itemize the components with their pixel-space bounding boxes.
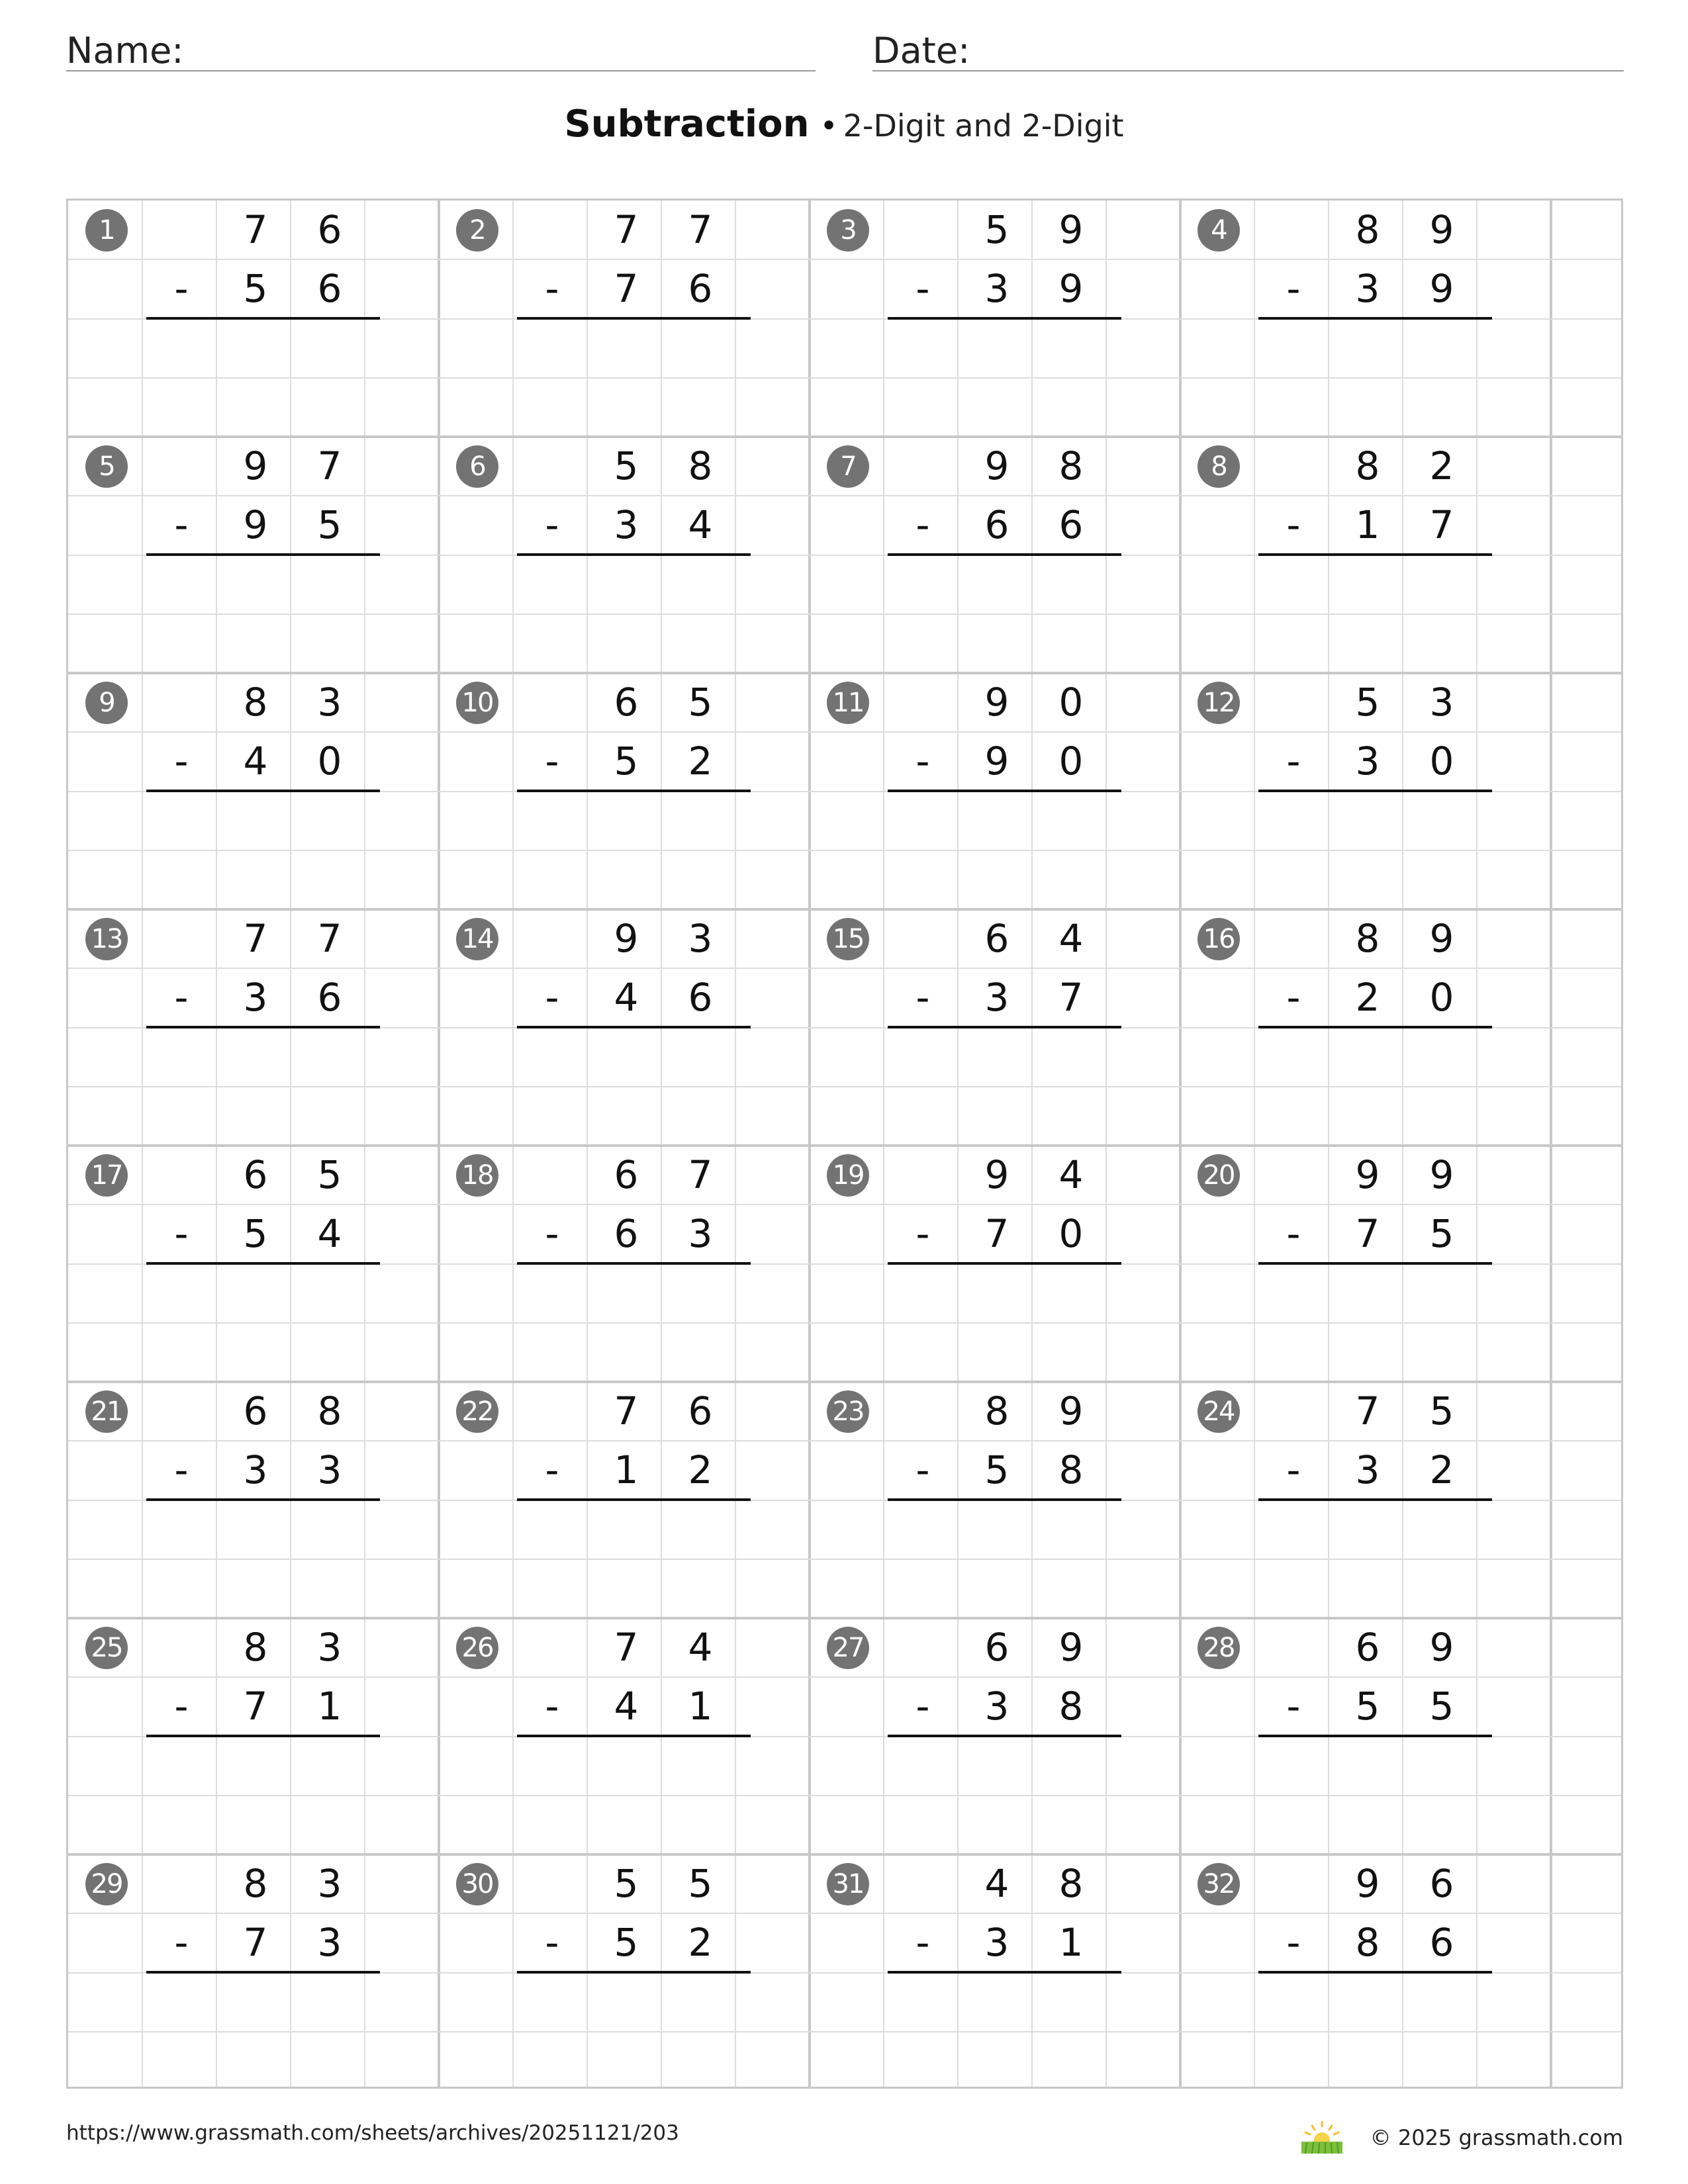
minus-sign: -	[174, 266, 189, 312]
minuend-tens-digit: 8	[1355, 443, 1380, 488]
minuend-ones-digit: 8	[1058, 1861, 1084, 1906]
problem-31	[810, 1854, 1199, 2091]
minuend-ones-digit: 9	[1058, 1388, 1084, 1433]
minus-sign: -	[174, 502, 189, 548]
answer-line	[888, 1971, 1121, 1974]
problem-number-badge: 14	[456, 918, 498, 960]
minus-sign: -	[1286, 975, 1301, 1021]
minuend-tens-digit: 6	[243, 1388, 268, 1433]
answer-line	[146, 317, 380, 320]
subtrahend-ones-digit: 0	[1429, 739, 1454, 784]
worksheet-title	[0, 103, 1688, 146]
problem-number-badge: 26	[456, 1627, 498, 1669]
answer-line	[146, 790, 380, 792]
minuend-tens-digit: 6	[1355, 1625, 1380, 1670]
subtrahend-ones-digit: 4	[317, 1211, 342, 1257]
answer-line	[146, 1971, 380, 1974]
minus-sign: -	[545, 975, 559, 1021]
answer-line	[1258, 1498, 1492, 1501]
problem-10	[439, 673, 828, 909]
minuend-tens-digit: 5	[614, 1861, 639, 1906]
minus-sign: -	[545, 266, 559, 312]
minuend-ones-digit: 9	[1058, 1625, 1084, 1670]
problem-19	[810, 1146, 1199, 1382]
answer-line	[517, 790, 751, 792]
answer-line	[517, 1262, 751, 1265]
subtrahend-tens-digit: 5	[243, 266, 268, 312]
problem-number-badge: 3	[827, 209, 869, 251]
answer-line	[1258, 1262, 1492, 1265]
problem-13	[68, 909, 457, 1146]
problem-number-badge: 19	[827, 1154, 869, 1197]
minus-sign: -	[174, 1211, 189, 1257]
minuend-tens-digit: 6	[614, 680, 639, 725]
subtrahend-ones-digit: 2	[688, 1447, 713, 1493]
subtrahend-tens-digit: 7	[243, 1920, 268, 1966]
minuend-tens-digit: 9	[984, 443, 1009, 488]
minuend-tens-digit: 9	[1355, 1152, 1380, 1197]
minuend-ones-digit: 7	[688, 207, 713, 252]
minuend-tens-digit: 7	[243, 916, 268, 961]
subtrahend-tens-digit: 3	[1355, 266, 1380, 312]
subtrahend-tens-digit: 1	[1355, 502, 1380, 548]
minuend-ones-digit: 7	[317, 916, 342, 961]
minuend-ones-digit: 6	[688, 1388, 713, 1433]
minuend-tens-digit: 9	[614, 916, 639, 961]
subtrahend-tens-digit: 9	[984, 739, 1009, 784]
minuend-ones-digit: 3	[317, 1625, 342, 1670]
minus-sign: -	[545, 1447, 559, 1493]
problem-12	[1180, 673, 1570, 909]
problem-number-badge: 30	[456, 1863, 498, 1905]
minuend-tens-digit: 7	[1355, 1388, 1380, 1433]
answer-line	[517, 317, 751, 320]
problem-number-badge: 10	[456, 682, 498, 724]
title-bullet: •	[820, 108, 838, 144]
minuend-tens-digit: 8	[243, 1625, 268, 1670]
minuend-tens-digit: 5	[1355, 680, 1380, 725]
answer-line	[888, 1735, 1121, 1737]
minuend-ones-digit: 8	[1058, 443, 1084, 488]
problem-22	[439, 1382, 828, 1618]
subtrahend-tens-digit: 3	[984, 975, 1009, 1021]
minuend-ones-digit: 7	[688, 1152, 713, 1197]
answer-line	[1258, 1026, 1492, 1028]
subtrahend-ones-digit: 9	[1429, 266, 1454, 312]
answer-line	[517, 1735, 751, 1737]
minuend-tens-digit: 7	[614, 207, 639, 252]
problem-number-badge: 13	[85, 918, 128, 960]
subtrahend-ones-digit: 0	[317, 739, 342, 784]
subtrahend-ones-digit: 2	[688, 1920, 713, 1966]
minus-sign: -	[915, 1684, 930, 1729]
date-label: Date:	[872, 30, 970, 71]
minuend-tens-digit: 7	[614, 1388, 639, 1433]
problem-number-badge: 29	[85, 1863, 128, 1905]
minuend-ones-digit: 5	[688, 1861, 713, 1906]
subtrahend-ones-digit: 2	[688, 739, 713, 784]
problem-number-badge: 16	[1197, 918, 1240, 960]
problem-2	[439, 201, 828, 437]
subtrahend-ones-digit: 8	[1058, 1684, 1084, 1729]
problem-15	[810, 909, 1199, 1146]
answer-line	[1258, 790, 1492, 792]
minuend-ones-digit: 8	[688, 443, 713, 488]
minuend-ones-digit: 3	[688, 916, 713, 961]
minus-sign: -	[1286, 266, 1301, 312]
problem-3	[810, 201, 1199, 437]
minus-sign: -	[545, 1920, 559, 1966]
subtrahend-ones-digit: 8	[1058, 1447, 1084, 1493]
problem-11	[810, 673, 1199, 909]
problem-21	[68, 1382, 457, 1618]
subtrahend-tens-digit: 4	[614, 1684, 639, 1729]
minus-sign: -	[915, 739, 930, 784]
subtrahend-ones-digit: 9	[1058, 266, 1084, 312]
minuend-ones-digit: 2	[1429, 443, 1454, 488]
minus-sign: -	[915, 502, 930, 548]
subtrahend-ones-digit: 6	[688, 975, 713, 1021]
minuend-ones-digit: 6	[1429, 1861, 1454, 1906]
problem-number-badge: 25	[85, 1627, 128, 1669]
subtrahend-ones-digit: 7	[1058, 975, 1084, 1021]
problem-32	[1180, 1854, 1570, 2091]
minus-sign: -	[174, 1920, 189, 1966]
answer-line	[517, 553, 751, 556]
minuend-tens-digit: 9	[243, 443, 268, 488]
problem-number-badge: 7	[827, 445, 869, 488]
problem-number-badge: 32	[1197, 1863, 1240, 1905]
minuend-ones-digit: 8	[317, 1388, 342, 1433]
subtrahend-ones-digit: 0	[1429, 975, 1454, 1021]
minus-sign: -	[1286, 1211, 1301, 1257]
problem-8	[1180, 437, 1570, 673]
subtrahend-ones-digit: 5	[317, 502, 342, 548]
minus-sign: -	[915, 1920, 930, 1966]
problem-9	[68, 673, 457, 909]
problem-number-badge: 22	[456, 1390, 498, 1433]
problem-25	[68, 1618, 457, 1854]
subtrahend-ones-digit: 5	[1429, 1211, 1454, 1257]
minuend-ones-digit: 9	[1058, 207, 1084, 252]
answer-line	[888, 790, 1121, 792]
subtrahend-ones-digit: 6	[1429, 1920, 1454, 1966]
minus-sign: -	[545, 739, 559, 784]
minuend-tens-digit: 8	[1355, 207, 1380, 252]
problem-number-badge: 17	[85, 1154, 128, 1197]
subtrahend-ones-digit: 6	[688, 266, 713, 312]
minuend-ones-digit: 5	[688, 680, 713, 725]
minuend-tens-digit: 8	[984, 1388, 1009, 1433]
answer-line	[1258, 317, 1492, 320]
minuend-ones-digit: 3	[317, 1861, 342, 1906]
answer-line	[1258, 553, 1492, 556]
problem-17	[68, 1146, 457, 1382]
problem-29	[68, 1854, 457, 2091]
subtrahend-tens-digit: 4	[614, 975, 639, 1021]
minus-sign: -	[1286, 1447, 1301, 1493]
problem-30	[439, 1854, 828, 2091]
subtrahend-ones-digit: 0	[1058, 1211, 1084, 1257]
minus-sign: -	[545, 502, 559, 548]
problem-grid	[66, 199, 1623, 2089]
problem-number-badge: 18	[456, 1154, 498, 1197]
subtrahend-ones-digit: 1	[317, 1684, 342, 1729]
problem-number-badge: 20	[1197, 1154, 1240, 1197]
minuend-ones-digit: 9	[1429, 207, 1454, 252]
answer-line	[888, 1026, 1121, 1028]
answer-line	[517, 1971, 751, 1974]
problem-number-badge: 5	[85, 445, 128, 488]
subtrahend-tens-digit: 3	[984, 266, 1009, 312]
answer-line	[146, 1735, 380, 1737]
minuend-ones-digit: 4	[1058, 1152, 1084, 1197]
answer-line	[517, 1026, 751, 1028]
minus-sign: -	[1286, 1684, 1301, 1729]
answer-line	[517, 1498, 751, 1501]
minuend-ones-digit: 5	[317, 1152, 342, 1197]
subtrahend-ones-digit: 6	[1058, 502, 1084, 548]
problem-number-badge: 4	[1197, 209, 1240, 251]
problem-5	[68, 437, 457, 673]
subtrahend-ones-digit: 4	[688, 502, 713, 548]
subtrahend-tens-digit: 7	[1355, 1211, 1380, 1257]
problem-28	[1180, 1618, 1570, 1854]
minuend-tens-digit: 5	[984, 207, 1009, 252]
problem-number-badge: 8	[1197, 445, 1240, 488]
title-main: Subtraction	[564, 103, 810, 146]
problem-number-badge: 9	[85, 682, 128, 724]
problem-14	[439, 909, 828, 1146]
answer-line	[146, 1262, 380, 1265]
minuend-tens-digit: 9	[984, 1152, 1009, 1197]
subtrahend-ones-digit: 7	[1429, 502, 1454, 548]
minuend-tens-digit: 7	[614, 1625, 639, 1670]
subtrahend-ones-digit: 1	[688, 1684, 713, 1729]
problem-number-badge: 31	[827, 1863, 869, 1905]
subtrahend-ones-digit: 6	[317, 975, 342, 1021]
minuend-ones-digit: 7	[317, 443, 342, 488]
minuend-ones-digit: 9	[1429, 916, 1454, 961]
minus-sign: -	[174, 1684, 189, 1729]
subtrahend-tens-digit: 3	[1355, 739, 1380, 784]
problem-number-badge: 2	[456, 209, 498, 251]
title-subtitle: 2-Digit and 2-Digit	[843, 108, 1124, 144]
answer-line	[146, 1026, 380, 1028]
minus-sign: -	[174, 739, 189, 784]
answer-line	[888, 1262, 1121, 1265]
problem-4	[1180, 201, 1570, 437]
problem-20	[1180, 1146, 1570, 1382]
subtrahend-ones-digit: 3	[317, 1920, 342, 1966]
problem-number-badge: 6	[456, 445, 498, 488]
footer-url[interactable]: https://www.grassmath.com/sheets/archives/20251121/203	[66, 2121, 679, 2145]
subtrahend-tens-digit: 6	[614, 1211, 639, 1257]
minuend-tens-digit: 6	[243, 1152, 268, 1197]
minuend-tens-digit: 8	[243, 1861, 268, 1906]
subtrahend-tens-digit: 7	[243, 1684, 268, 1729]
problem-6	[439, 437, 828, 673]
subtrahend-tens-digit: 9	[243, 502, 268, 548]
minuend-ones-digit: 5	[1429, 1388, 1454, 1433]
problem-16	[1180, 909, 1570, 1146]
minuend-ones-digit: 9	[1429, 1152, 1454, 1197]
name-label: Name:	[66, 30, 184, 71]
subtrahend-tens-digit: 5	[614, 739, 639, 784]
minuend-ones-digit: 4	[688, 1625, 713, 1670]
problem-number-badge: 28	[1197, 1627, 1240, 1669]
minuend-tens-digit: 9	[984, 680, 1009, 725]
subtrahend-ones-digit: 2	[1429, 1447, 1454, 1493]
minus-sign: -	[545, 1684, 559, 1729]
subtrahend-tens-digit: 3	[243, 975, 268, 1021]
minuend-ones-digit: 9	[1429, 1625, 1454, 1670]
problem-7	[810, 437, 1199, 673]
problem-27	[810, 1618, 1199, 1854]
minuend-ones-digit: 3	[1429, 680, 1454, 725]
problem-number-badge: 23	[827, 1390, 869, 1433]
subtrahend-tens-digit: 8	[1355, 1920, 1380, 1966]
minuend-tens-digit: 6	[984, 916, 1009, 961]
minus-sign: -	[174, 1447, 189, 1493]
subtrahend-tens-digit: 3	[984, 1684, 1009, 1729]
minus-sign: -	[1286, 739, 1301, 784]
minus-sign: -	[915, 1447, 930, 1493]
problem-26	[439, 1618, 828, 1854]
minuend-tens-digit: 8	[243, 680, 268, 725]
name-field[interactable]	[66, 24, 816, 71]
problem-1	[68, 201, 457, 437]
problem-number-badge: 12	[1197, 682, 1240, 724]
minuend-tens-digit: 9	[1355, 1861, 1380, 1906]
answer-line	[146, 1498, 380, 1501]
minuend-tens-digit: 6	[614, 1152, 639, 1197]
answer-line	[888, 317, 1121, 320]
subtrahend-tens-digit: 7	[614, 266, 639, 312]
minus-sign: -	[174, 975, 189, 1021]
minus-sign: -	[915, 1211, 930, 1257]
subtrahend-tens-digit: 5	[614, 1920, 639, 1966]
minus-sign: -	[545, 1211, 559, 1257]
problem-number-badge: 27	[827, 1627, 869, 1669]
minuend-tens-digit: 7	[243, 207, 268, 252]
minuend-ones-digit: 0	[1058, 680, 1084, 725]
subtrahend-ones-digit: 6	[317, 266, 342, 312]
problem-number-badge: 11	[827, 682, 869, 724]
problem-18	[439, 1146, 828, 1382]
minuend-tens-digit: 5	[614, 443, 639, 488]
subtrahend-tens-digit: 3	[614, 502, 639, 548]
minus-sign: -	[1286, 502, 1301, 548]
minuend-ones-digit: 3	[317, 680, 342, 725]
subtrahend-ones-digit: 3	[317, 1447, 342, 1493]
minus-sign: -	[915, 266, 930, 312]
minuend-tens-digit: 8	[1355, 916, 1380, 961]
subtrahend-tens-digit: 3	[984, 1920, 1009, 1966]
subtrahend-tens-digit: 1	[614, 1447, 639, 1493]
subtrahend-tens-digit: 3	[243, 1447, 268, 1493]
subtrahend-tens-digit: 2	[1355, 975, 1380, 1021]
answer-line	[146, 553, 380, 556]
date-field[interactable]	[872, 24, 1624, 71]
answer-line	[1258, 1735, 1492, 1737]
subtrahend-ones-digit: 0	[1058, 739, 1084, 784]
answer-line	[888, 553, 1121, 556]
footer-brand	[1300, 2120, 1623, 2155]
minus-sign: -	[1286, 1920, 1301, 1966]
problem-number-badge: 24	[1197, 1390, 1240, 1433]
subtrahend-ones-digit: 3	[688, 1211, 713, 1257]
minuend-tens-digit: 4	[984, 1861, 1009, 1906]
sun-over-grass-icon	[1300, 2120, 1344, 2155]
problem-number-badge: 15	[827, 918, 869, 960]
minus-sign: -	[915, 975, 930, 1021]
subtrahend-tens-digit: 7	[984, 1211, 1009, 1257]
subtrahend-tens-digit: 3	[1355, 1447, 1380, 1493]
subtrahend-tens-digit: 5	[984, 1447, 1009, 1493]
minuend-ones-digit: 6	[317, 207, 342, 252]
problem-number-badge: 1	[85, 209, 128, 251]
subtrahend-tens-digit: 5	[243, 1211, 268, 1257]
footer-copyright: © 2025 grassmath.com	[1370, 2125, 1623, 2150]
subtrahend-tens-digit: 5	[1355, 1684, 1380, 1729]
subtrahend-tens-digit: 6	[984, 502, 1009, 548]
problem-23	[810, 1382, 1199, 1618]
answer-line	[1258, 1971, 1492, 1974]
problem-24	[1180, 1382, 1570, 1618]
subtrahend-tens-digit: 4	[243, 739, 268, 784]
subtrahend-ones-digit: 1	[1058, 1920, 1084, 1966]
answer-line	[888, 1498, 1121, 1501]
subtrahend-ones-digit: 5	[1429, 1684, 1454, 1729]
minuend-tens-digit: 6	[984, 1625, 1009, 1670]
problem-number-badge: 21	[85, 1390, 128, 1433]
minuend-ones-digit: 4	[1058, 916, 1084, 961]
